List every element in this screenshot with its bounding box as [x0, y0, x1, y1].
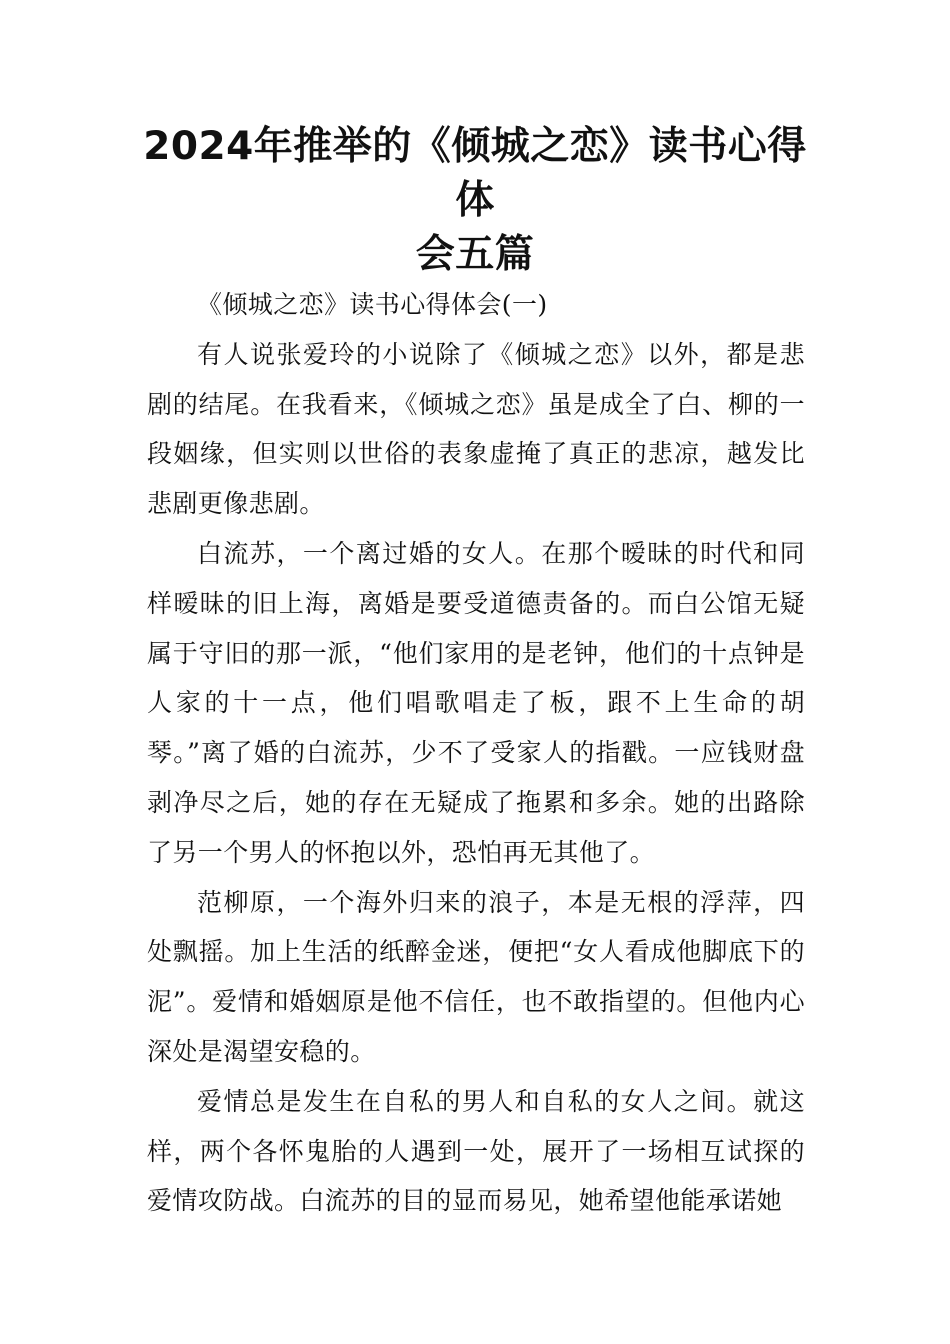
title-line-2: 会五篇 — [415, 232, 535, 277]
document-body — [147, 280, 805, 1226]
paragraph-2: 白流苏，一个离过婚的女人。在那个暧昧的时代和同样暧昧的旧上海，离婚是要受道德责备的。而白公馆无疑属于守旧的那一派，“他们家用的是老钟，他们的十点钟是人家的十一点，他们唱歌唱走了板，跟不上生命的胡琴。”离了婚的白流苏，少不了受家人的指戳。一应钱财盘剥净尽之后，她的存在无疑成了拖累和多余。她的出路除了另一个男人的怀抱以外，恐怕再无其他了。 — [147, 538, 805, 867]
paragraph-4: 爱情总是发生在自私的男人和自私的女人之间。就这样，两个各怀鬼胎的人遇到一处，展开了一场相互试探的爱情攻防战。白流苏的目的显而易见，她希望他能承诺她 — [147, 1086, 805, 1216]
title-line-1: 2024年推举的《倾城之恋》读书心得体 — [143, 124, 807, 223]
document-title — [140, 120, 810, 282]
section-subtitle: 《倾城之恋》读书心得体会(一) — [197, 290, 548, 319]
paragraph-1: 有人说张爱玲的小说除了《倾城之恋》以外，都是悲剧的结尾。在我看来，《倾城之恋》虽是成全了白、柳的一段姻缘，但实则以世俗的表象虚掩了真正的悲凉，越发比悲剧更像悲剧。 — [147, 339, 805, 519]
paragraph-3: 范柳原，一个海外归来的浪子，本是无根的浮萍，四处飘摇。加上生活的纸醉金迷，便把“女人看成他脚底下的泥”。爱情和婚姻原是他不信任，也不敢指望的。但他内心深处是渴望安稳的。 — [147, 887, 805, 1066]
